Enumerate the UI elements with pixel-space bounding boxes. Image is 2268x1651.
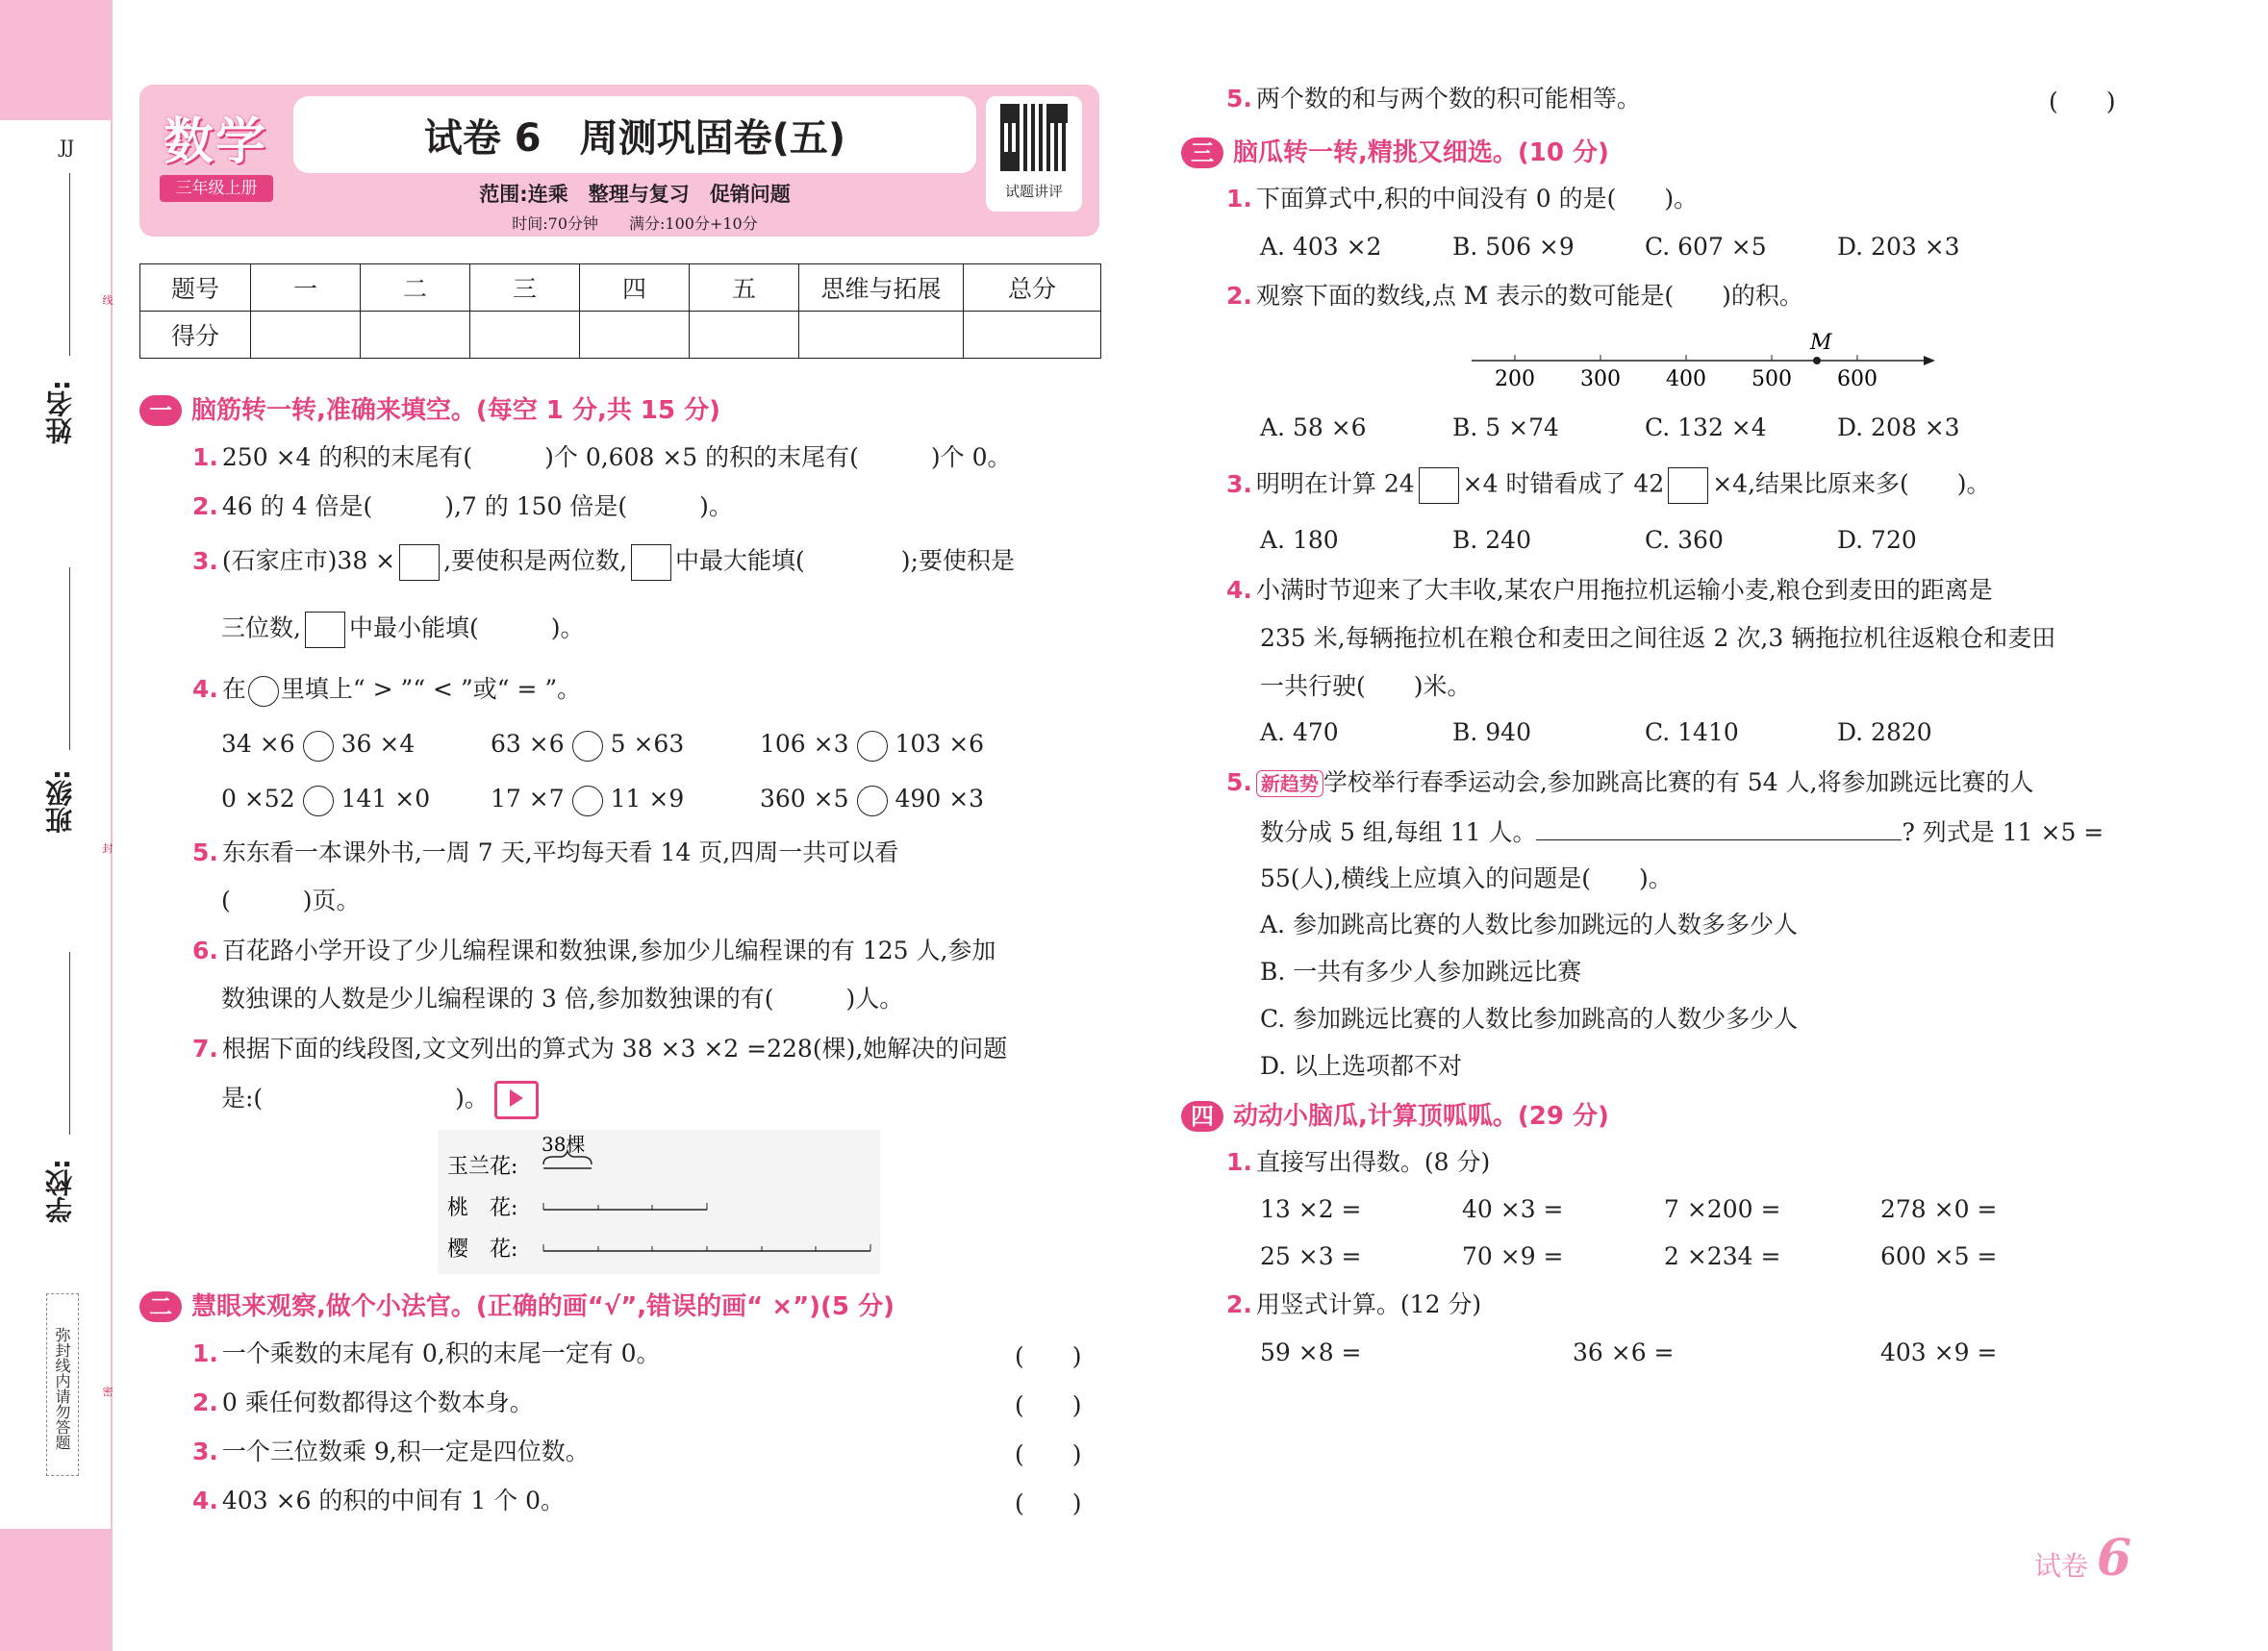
s1-q7: 7. 根据下面的线段图,文文列出的算式为 38 ×3 ×2 =228(棵),她解决的问题 xyxy=(192,1035,1008,1063)
s3-q4-option[interactable]: B. 940 xyxy=(1452,718,1531,746)
s2-item-text: 一个三位数乘 9,积一定是四位数。 xyxy=(221,1438,590,1465)
number-line-tick-label: 500 xyxy=(1751,367,1792,391)
grade-badge: 三年级上册 xyxy=(160,175,273,202)
number-line-tick-label: 400 xyxy=(1666,367,1706,391)
number-line-point-m xyxy=(1813,357,1821,364)
school-label: 学校: xyxy=(44,1159,76,1224)
score-row-label: 得分 xyxy=(140,312,251,359)
vertical-calc-item: 59 ×8 = xyxy=(1260,1338,1362,1366)
number-line-tick-label: 200 xyxy=(1495,367,1535,391)
s1-q7-text: 根据下面的线段图,文文列出的算式为 38 ×3 ×2 =228(棵),她解决的问题 xyxy=(221,1035,1008,1063)
s3-q2-option[interactable]: C. 132 ×4 xyxy=(1645,413,1767,441)
s3-q2-text: 观察下面的数线,点 M 表示的数可能是( )的积。 xyxy=(1255,282,1803,310)
s3-q4: 4. 小满时节迎来了大丰收,某农户用拖拉机运输小麦,粮仓到麦田的距离是 xyxy=(1226,576,1993,604)
compare-circle[interactable] xyxy=(857,731,888,762)
s4-q2: 2. 用竖式计算。(12 分) xyxy=(1226,1290,1482,1318)
school-field[interactable] xyxy=(69,952,70,1135)
compare-circle[interactable] xyxy=(303,786,334,816)
score-header-cell: 五 xyxy=(690,264,799,312)
oral-calc-item: 7 ×200 = xyxy=(1664,1195,1781,1223)
oral-calc-item: 278 ×0 = xyxy=(1880,1195,1998,1223)
number-line xyxy=(1462,322,1943,394)
score-cell[interactable] xyxy=(580,312,690,359)
compare-left: 17 ×7 xyxy=(491,785,565,813)
seal-mark-line: 线 xyxy=(102,294,113,307)
score-cell[interactable] xyxy=(690,312,799,359)
s2-item: 2. 0 乘任何数都得这个数本身。 xyxy=(192,1388,534,1416)
score-cell[interactable] xyxy=(361,312,470,359)
s1-q6-cont: 数独课的人数是少儿编程课的 3 倍,参加数独课的有( )人。 xyxy=(221,985,904,1013)
qr-code-icon[interactable] xyxy=(1000,104,1068,171)
s2-item: 1. 一个乘数的末尾有 0,积的末尾一定有 0。 xyxy=(192,1339,661,1367)
compare-circle[interactable] xyxy=(572,786,603,816)
s3-q2-option[interactable]: B. 5 ×74 xyxy=(1452,413,1559,441)
oral-calc-item: 25 ×3 = xyxy=(1260,1242,1362,1270)
s1-q4: 4. 在 里填上“ > ”“ < ”或“ = ”。 xyxy=(192,673,581,707)
answer-box[interactable] xyxy=(631,544,671,581)
s4-q2-text: 用竖式计算。(12 分) xyxy=(1255,1290,1482,1318)
compare-left: 360 ×5 xyxy=(760,785,849,813)
compare-circle[interactable] xyxy=(303,731,334,762)
s2-item-text: 0 乘任何数都得这个数本身。 xyxy=(221,1388,534,1416)
answer-underline[interactable] xyxy=(1536,814,1902,840)
score-header-cell: 总分 xyxy=(964,264,1101,312)
segment-diagram xyxy=(438,1130,880,1274)
section4-title: 动动小脑瓜,计算顶呱呱。(29 分) xyxy=(1233,1102,1609,1131)
binding-strip xyxy=(0,0,113,1651)
s3-q5-cont xyxy=(1260,814,2104,849)
subject-logo: 数学 xyxy=(164,113,268,171)
score-cell[interactable] xyxy=(964,312,1101,359)
s1-q3-text-a: (石家庄市)38 × xyxy=(221,546,396,575)
oral-calc-item: 600 ×5 = xyxy=(1880,1242,1998,1270)
s3-q2: 2. 观察下面的数线,点 M 表示的数可能是( )的积。 xyxy=(1226,282,1803,310)
s1-q4-row1c xyxy=(760,728,984,762)
s3-q3-option[interactable]: D. 720 xyxy=(1837,526,1917,554)
strip-band-top xyxy=(0,0,111,120)
s1-q1: 1. 250 ×4 的积的末尾有( )个 0,608 ×5 的积的末尾有( )个 0。 xyxy=(192,443,1012,471)
score-cell[interactable] xyxy=(470,312,580,359)
no-answer-notice: 弥封线内请勿答题 xyxy=(46,1293,79,1476)
oral-calc-item: 40 ×3 = xyxy=(1462,1195,1564,1223)
page-footer xyxy=(2034,1529,2131,1588)
class-field[interactable] xyxy=(69,567,70,750)
judge-answer-paren[interactable]: ( ) xyxy=(2049,88,2116,115)
s3-q4-cont: 一共行驶( )米。 xyxy=(1260,672,1472,700)
s1-q5: 5. 东东看一本课外书,一周 7 天,平均每天看 14 页,四周一共可以看 xyxy=(192,838,899,866)
s3-q5-text-b: 数分成 5 组,每组 11 人。 xyxy=(1260,818,1537,846)
s1-q2-text: 46 的 4 倍是( ),7 的 150 倍是( )。 xyxy=(221,492,733,520)
compare-left: 34 ×6 xyxy=(221,730,295,758)
name-field[interactable] xyxy=(69,173,70,356)
class-label: 班级: xyxy=(44,769,76,835)
s1-q3-cont xyxy=(221,612,584,648)
s1-q3-text-e: 中最小能填( )。 xyxy=(348,613,585,642)
score-cell[interactable] xyxy=(251,312,361,359)
answer-box[interactable] xyxy=(305,612,345,648)
s1-q6: 6. 百花路小学开设了少儿编程课和数独课,参加少儿编程课的有 125 人,参加 xyxy=(192,937,996,964)
oral-calc-item: 2 ×234 = xyxy=(1664,1242,1781,1270)
s3-q5: 5. 新趋势 学校举行春季运动会,参加跳高比赛的有 54 人,将参加跳远比赛的人 xyxy=(1226,768,2034,796)
s1-q5-cont: ( )页。 xyxy=(221,887,361,914)
s3-q1-option[interactable]: A. 403 ×2 xyxy=(1260,233,1382,261)
diagram-row-label: 玉兰花: xyxy=(447,1155,518,1179)
diagram-row-label: 桃 花: xyxy=(447,1196,518,1220)
qr-label: 试题讲评 xyxy=(1004,183,1063,200)
score-header-cell: 二 xyxy=(361,264,470,312)
seal-mark-seal: 封 xyxy=(102,842,113,855)
time-and-score: 时间:70分钟 满分:100分+10分 xyxy=(512,214,758,233)
section3-number: 三 xyxy=(1181,138,1223,168)
score-row xyxy=(140,312,1101,359)
footer-number: 6 xyxy=(2096,1529,2132,1588)
paper-title: 试卷 6 周测巩固卷(五) xyxy=(423,116,846,161)
s1-q3: 3. (石家庄市)38 × ,要使积是两位数, 中最大能填( );要使积是 xyxy=(192,544,1015,581)
edition-code: JJ xyxy=(60,137,75,158)
answer-box[interactable] xyxy=(399,544,440,581)
s1-q4-row1b xyxy=(491,728,684,762)
s3-q2-option[interactable]: A. 58 ×6 xyxy=(1260,413,1367,441)
compare-right: 5 ×63 xyxy=(610,730,685,758)
s3-q3-option[interactable]: B. 240 xyxy=(1452,526,1531,554)
compare-circle-icon xyxy=(248,676,279,707)
s3-q5-cont: 55(人),横线上应填入的问题是( )。 xyxy=(1260,864,1673,892)
vertical-calc-item: 36 ×6 = xyxy=(1573,1338,1675,1366)
s3-q3-text-b: ×4 时错看成了 42 xyxy=(1462,469,1665,498)
s1-q4-post: 里填上“ > ”“ < ”或“ = ”。 xyxy=(280,675,582,703)
answer-box[interactable] xyxy=(1668,467,1708,504)
s3-q3-option[interactable]: C. 360 xyxy=(1645,526,1724,554)
score-header-cell: 四 xyxy=(580,264,690,312)
s3-q3-option[interactable]: A. 180 xyxy=(1260,526,1339,554)
score-header-cell: 题号 xyxy=(140,264,251,312)
s3-q5-option[interactable]: A. 参加跳高比赛的人数比参加跳远的人数多多少人 xyxy=(1260,911,1798,938)
compare-right: 11 ×9 xyxy=(610,785,685,813)
s1-q4-row2b xyxy=(491,783,684,816)
section4-heading xyxy=(1181,1096,1609,1132)
oral-calc-item: 13 ×2 = xyxy=(1260,1195,1362,1223)
s2-item: 3. 一个三位数乘 9,积一定是四位数。 xyxy=(192,1438,590,1465)
section3-heading xyxy=(1181,133,1609,168)
section1-heading xyxy=(139,390,720,426)
compare-circle[interactable] xyxy=(572,731,603,762)
s4-q1: 1. 直接写出得数。(8 分) xyxy=(1226,1148,1491,1176)
vertical-calc-item: 403 ×9 = xyxy=(1880,1338,1998,1366)
s1-q4-pre: 在 xyxy=(221,675,246,703)
score-cell[interactable] xyxy=(799,312,964,359)
diagram-top-label: 38棵 xyxy=(542,1133,586,1156)
diagram-row-label: 樱 花: xyxy=(447,1238,518,1262)
section4-number: 四 xyxy=(1181,1101,1223,1132)
s3-q5-text: 学校举行春季运动会,参加跳高比赛的有 54 人,将参加跳远比赛的人 xyxy=(1323,768,2034,796)
compare-left: 63 ×6 xyxy=(491,730,565,758)
section1-title: 脑筋转一转,准确来填空。(每空 1 分,共 15 分) xyxy=(191,396,720,425)
compare-right: 36 ×4 xyxy=(340,730,416,758)
score-table xyxy=(139,263,1101,359)
s2-item: 5. 两个数的和与两个数的积可能相等。 xyxy=(1226,85,1641,113)
section2-number: 二 xyxy=(139,1291,182,1322)
s2-item-text: 两个数的和与两个数的积可能相等。 xyxy=(1255,85,1641,113)
name-label: 姓名: xyxy=(44,380,76,445)
s3-q1-option[interactable]: B. 506 ×9 xyxy=(1452,233,1575,261)
s1-q4-row1a xyxy=(221,728,415,762)
compare-left: 106 ×3 xyxy=(760,730,849,758)
score-header-cell: 思维与拓展 xyxy=(799,264,964,312)
s1-q1-text: 250 ×4 的积的末尾有( )个 0,608 ×5 的积的末尾有( )个 0。 xyxy=(221,443,1012,471)
answer-box[interactable] xyxy=(1419,467,1459,504)
s3-q3: 3. 明明在计算 24 ×4 时错看成了 42 ×4,结果比原来多( )。 xyxy=(1226,467,1991,504)
compare-right: 490 ×3 xyxy=(895,785,985,813)
s3-q5-option[interactable]: D. 以上选项都不对 xyxy=(1260,1052,1463,1080)
number-line-point-label: M xyxy=(1810,331,1832,355)
judge-answer-paren[interactable]: ( ) xyxy=(1015,1391,1082,1419)
s3-q1-option[interactable]: C. 607 ×5 xyxy=(1645,233,1767,261)
judge-answer-paren[interactable]: ( ) xyxy=(1015,1440,1082,1468)
number-line-tick-label: 300 xyxy=(1580,367,1621,391)
s1-q2: 2. 46 的 4 倍是( ),7 的 150 倍是( )。 xyxy=(192,492,733,520)
footer-label: 试卷 xyxy=(2034,1550,2089,1582)
section2-title: 慧眼来观察,做个小法官。(正确的画“√”,错误的画“ ×”)(5 分) xyxy=(191,1292,895,1321)
s1-q6-text: 百花路小学开设了少儿编程课和数独课,参加少儿编程课的有 125 人,参加 xyxy=(221,937,996,964)
compare-right: 141 ×0 xyxy=(340,785,431,813)
s3-q1: 1. 下面算式中,积的中间没有 0 的是( )。 xyxy=(1226,185,1699,213)
judge-answer-paren[interactable]: ( ) xyxy=(1015,1342,1082,1370)
s3-q5-text-c: ? 列式是 11 ×5 = xyxy=(1902,818,2104,846)
score-header-row xyxy=(140,264,1101,312)
s3-q3-text-c: ×4,结果比原来多( )。 xyxy=(1712,469,1991,498)
score-header-cell: 三 xyxy=(470,264,580,312)
s3-q4-option[interactable]: D. 2820 xyxy=(1837,718,1932,746)
s2-item-text: 403 ×6 的积的中间有 1 个 0。 xyxy=(221,1487,566,1514)
oral-calc-item: 70 ×9 = xyxy=(1462,1242,1564,1270)
number-line-tick-label: 600 xyxy=(1837,367,1877,391)
compare-left: 0 ×52 xyxy=(221,785,295,813)
s1-q7-text-b: 是:( )。 xyxy=(221,1084,489,1113)
video-play-icon[interactable] xyxy=(494,1081,539,1119)
s2-item: 4. 403 ×6 的积的中间有 1 个 0。 xyxy=(192,1487,566,1514)
s2-item-text: 一个乘数的末尾有 0,积的末尾一定有 0。 xyxy=(221,1339,661,1367)
s3-q5-option[interactable]: C. 参加跳远比赛的人数比参加跳高的人数少多少人 xyxy=(1260,1005,1799,1033)
s3-q3-text-a: 明明在计算 24 xyxy=(1255,469,1415,498)
compare-circle[interactable] xyxy=(857,786,888,816)
s1-q3-text-d: 三位数, xyxy=(221,613,301,642)
strip-band-bottom xyxy=(0,1529,111,1651)
s3-q1-option[interactable]: D. 203 ×3 xyxy=(1837,233,1960,261)
s3-q2-option[interactable]: D. 208 ×3 xyxy=(1837,413,1960,441)
s3-q4-option[interactable]: A. 470 xyxy=(1260,718,1339,746)
s3-q4-text: 小满时节迎来了大丰收,某农户用拖拉机运输小麦,粮仓到麦田的距离是 xyxy=(1255,576,1993,604)
s1-q3-text-c: 中最大能填( );要使积是 xyxy=(675,546,1015,575)
s3-q1-text: 下面算式中,积的中间没有 0 的是( )。 xyxy=(1255,185,1699,213)
section1-number: 一 xyxy=(139,395,182,426)
compare-right: 103 ×6 xyxy=(895,730,985,758)
new-trend-tag: 新趋势 xyxy=(1256,770,1323,797)
s1-q5-text: 东东看一本课外书,一周 7 天,平均每天看 14 页,四周一共可以看 xyxy=(221,838,899,866)
s4-q1-text: 直接写出得数。(8 分) xyxy=(1255,1148,1491,1176)
section2-heading xyxy=(139,1287,895,1322)
judge-answer-paren[interactable]: ( ) xyxy=(1015,1489,1082,1517)
seal-mark-dense: 密 xyxy=(102,1386,113,1398)
s1-q4-row2c xyxy=(760,783,984,816)
score-header-cell: 一 xyxy=(251,264,361,312)
s1-q4-row2a xyxy=(221,783,430,816)
s3-q4-option[interactable]: C. 1410 xyxy=(1645,718,1739,746)
section3-title: 脑瓜转一转,精挑又细选。(10 分) xyxy=(1233,138,1609,167)
paper-scope: 范围:连乘 整理与复习 促销问题 xyxy=(479,183,791,206)
s1-q7-cont xyxy=(221,1081,539,1119)
s3-q4-cont: 235 米,每辆拖拉机在粮仓和麦田之间往返 2 次,3 辆拖拉机往返粮仓和麦田 xyxy=(1260,624,2056,652)
s1-q3-text-b: ,要使积是两位数, xyxy=(443,546,628,575)
s3-q5-option[interactable]: B. 一共有多少人参加跳远比赛 xyxy=(1260,958,1582,986)
